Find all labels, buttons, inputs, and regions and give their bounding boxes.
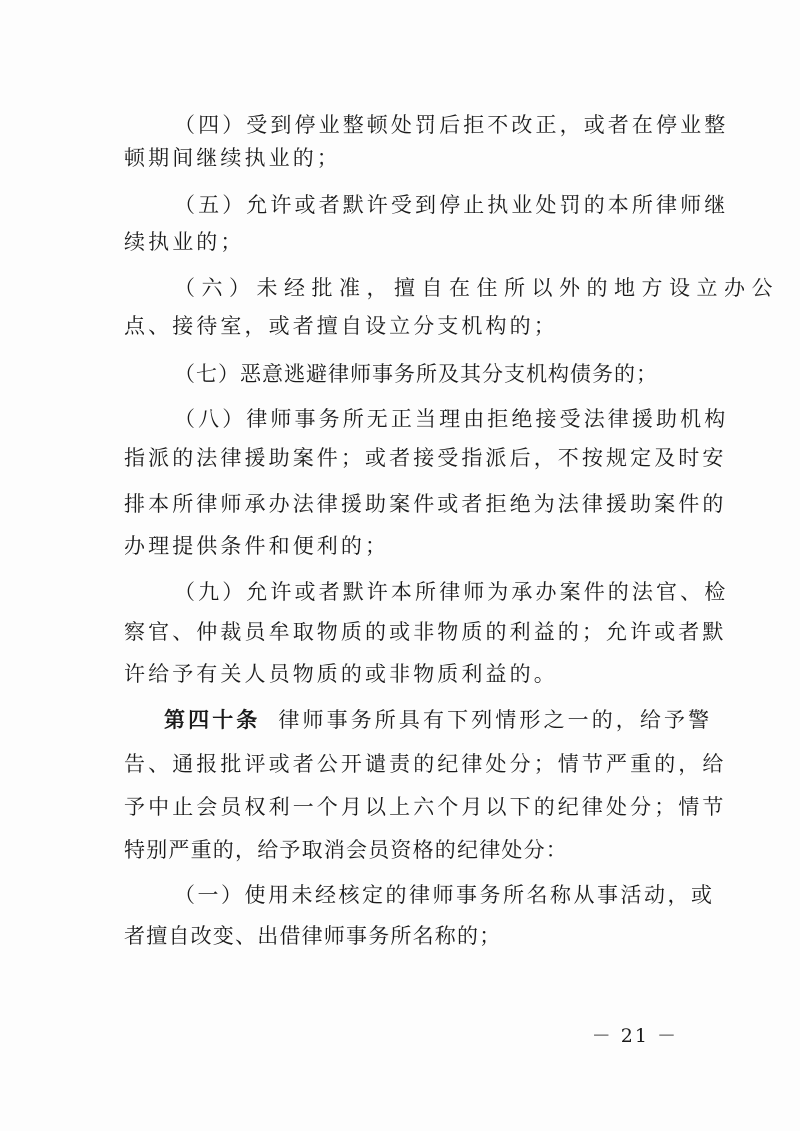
- text-line: 顿期间继续执业的；: [124, 146, 341, 170]
- text-line: 察官、仲裁员牟取物质的或非物质的利益的；允许或者默: [124, 620, 727, 644]
- text-line: 办理提供条件和便利的；: [124, 534, 390, 558]
- text-line: 特别严重的，给予取消会员资格的纪律处分：: [124, 838, 568, 862]
- text-line: 予中止会员权利一个月以上六个月以下的纪律处分；情节: [124, 795, 727, 819]
- page-number: － 21 －: [591, 1025, 678, 1047]
- article-text: 律师事务所具有下列情形之一的，给予警: [278, 708, 713, 732]
- text-line: 排本所律师承办法律援助案件或者拒绝为法律援助案件的: [124, 492, 727, 516]
- text-line: 点、接待室，或者擅自设立分支机构的；: [124, 314, 558, 338]
- article-label: 第四十条: [164, 707, 261, 732]
- article-40-heading-line: [164, 705, 712, 735]
- text-line: 许给予有关人员物质的或非物质利益的。: [124, 662, 558, 686]
- text-line: 者擅自改变、出借律师事务所名称的；: [124, 924, 502, 948]
- text-line: （七）恶意逃避律师事务所及其分支机构债务的；: [174, 362, 658, 386]
- text-line: （四）受到停业整顿处罚后拒不改正，或者在停业整: [174, 113, 729, 137]
- text-line: （一）使用未经核定的律师事务所名称从事活动，或: [174, 883, 715, 907]
- text-line: 指派的法律援助案件；或者接受指派后，不按规定及时安: [124, 446, 727, 470]
- text-line: （六）未经批准，擅自在住所以外的地方设立办公: [174, 276, 779, 300]
- text-line: （五）允许或者默许受到停止执业处罚的本所律师继: [174, 193, 729, 217]
- text-line: 续执业的；: [124, 230, 245, 254]
- text-line: （九）允许或者默许本所律师为承办案件的法官、检: [174, 580, 729, 604]
- text-line: 告、通报批评或者公开谴责的纪律处分；情节严重的，给: [124, 752, 727, 776]
- text-line: （八）律师事务所无正当理由拒绝接受法律援助机构: [174, 407, 729, 431]
